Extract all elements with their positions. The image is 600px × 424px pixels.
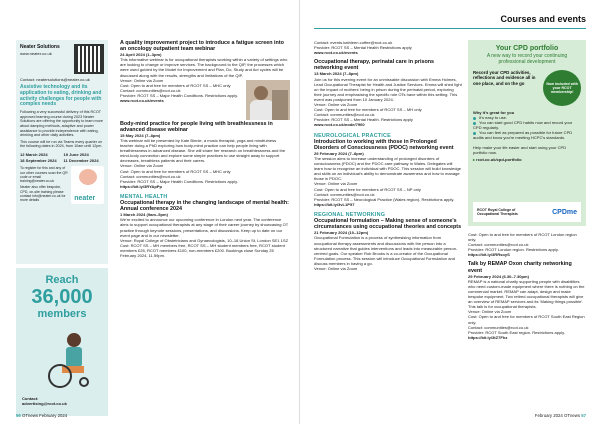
wheelchair-illustration	[32, 330, 102, 388]
event-date: 29 February 2024 (7–8pm)	[314, 150, 364, 156]
cpd-title: Your CPD portfolio	[495, 45, 559, 52]
cpd-badge	[543, 70, 581, 106]
page-number: 57	[581, 413, 586, 418]
top-contact: Contact: events.kathleen.coffee@rcot.co.uk	[314, 40, 393, 45]
top-provider: Provider: RCOT SS – Mental Health Restrictions apply	[314, 45, 412, 51]
event-contact: Contact: communities@rcot.co.uk	[314, 112, 375, 118]
section-neurological: NEUROLOGICAL PRACTICE	[314, 132, 391, 139]
event-contact: Contact: communities@rcot.co.uk	[120, 87, 181, 93]
right-events-column	[314, 40, 462, 410]
event-body-mind	[120, 121, 290, 189]
event-provider: Provider: RCOT SS – Major Health Conditions. Restrictions apply.	[120, 92, 238, 98]
cpd-help: Help make your life easier and start using your CPD portfolio now.	[473, 144, 567, 155]
event-cost: Cost: Open to and free for members of RCOT SS – NP only	[314, 186, 421, 192]
event-link[interactable]: www.rcot.co.uk/node/7960	[314, 122, 365, 128]
cpd-why: Why it's great for you	[473, 110, 515, 115]
cpdme-logo: CPDme	[552, 208, 577, 216]
event-provider: Provider: RCOT South East region. Restrictions apply.	[468, 329, 566, 335]
left-footer	[16, 413, 67, 418]
event-link[interactable]: https://bit.ly/3vL1P57	[314, 201, 355, 207]
event-title: Talk by REMAP Oxon charity networking event	[468, 261, 572, 274]
top-link[interactable]: www.rcot.co.uk/events	[314, 50, 358, 56]
event-body: This webinar will be presented by Kate Binnie, a music therapist, yoga and mindfulness teacher doing a PhD exploring how body-mind practice can help people living with breathlessness in advanced disease. She will share her research on breathlessness and the mind-body connection and explore some simple practices to use straight away to support decreases, breathless patients and their carers.	[120, 137, 286, 164]
sidebar-url[interactable]: www.neater.co.uk	[20, 51, 52, 56]
event-venue: Venue: Online via Zoom	[314, 102, 358, 108]
date-4: 11 December 2024	[63, 158, 99, 164]
event-venue: Venue: Online via Zoom	[120, 77, 164, 83]
cpd-subtitle: A new way to record your continuing professional development	[486, 53, 568, 65]
event-body: REMAP is a national charity supporting people with disabilities who need custom-made equipment where there is nothing on the commercial market. REMAP can adapt, design and make bespoke equipment. Two retired occupational therapists will give an overview of REMAP services and its 'Making things possible'. This talk is for occupational therapists.	[468, 278, 585, 310]
ad-contact-email[interactable]: advertising@rcot.co.uk	[22, 401, 67, 407]
event-contact: Contact: communities@rcot.co.uk	[120, 173, 181, 179]
footer-issue: February 2024 OTnews	[534, 413, 581, 418]
bullet-dot	[473, 132, 476, 135]
sidebar-heading: Assistive technology and its application to eating, drinking and activity challenges for people with complex needs	[20, 84, 102, 108]
right-side-column	[468, 40, 586, 410]
sidebar-contact: Contact: neatersolutions@neater.co.uk	[20, 77, 90, 82]
cpd-lead: Record your CPD activities, reflections and evidence all in one place, and on the go	[473, 70, 536, 86]
cpd-portfolio-box	[468, 40, 586, 226]
section-regional: REGIONAL NETWORKING	[314, 211, 386, 218]
footer-issue: OTnews February 2024	[21, 413, 68, 418]
event-body: The session aims to increase understanding of prolonged disorders of consciousness (PDOC) and the PDOC care pathway in Wales. Delegates will learn how to recognise an individual with PDOC. This session will build knowledge and skills on an individual's ability to demonstrate awareness and how to manage those in PDOC.	[314, 155, 462, 182]
event-date: 21 February 2024 (10–12pm)	[314, 230, 369, 236]
event-date: 29 February 2024 (6.30–7.30pm)	[468, 273, 529, 279]
sidebar-other: Neater also offer bespoke, CPD, on-site training please contact info@neater.co.uk for more details	[20, 185, 66, 203]
event-contact: Contact: communities@rcot.co.uk	[468, 324, 529, 330]
reach-members: members	[37, 308, 87, 320]
page-number: 56	[16, 413, 21, 418]
event-cost: Cost: Open to and free for members of RCOT SS – MHC only	[120, 82, 231, 88]
event-venue: Venue: Online via Zoom	[120, 163, 164, 169]
reach-number: 36,000	[31, 286, 93, 308]
ad-contact-label: Contact:	[22, 396, 39, 401]
cont-link[interactable]: https://bit.ly/3RRsoyS	[468, 252, 510, 258]
event-date: 24 April 2024 (1–3pm)	[120, 52, 162, 58]
bullet-text: You can start good CPD habits now and record your CPD regularly.	[473, 120, 573, 131]
event-fatigue-screen	[120, 40, 290, 103]
event-contact: Contact: communities@rcot.co.uk	[314, 191, 375, 197]
cpd-badge-text: Now included with your RCOT membership!	[546, 81, 578, 95]
event-title: Occupational formulation – Making sense of someone's circumstances using occupational theories and concepts	[314, 218, 462, 231]
event-venue: Venue: Online via Zoom	[314, 181, 358, 187]
right-page	[300, 0, 600, 424]
event-cost: Cost: Open to and free for members of RCOT South East Region only.	[468, 314, 585, 325]
event-body: Join us for this evening event for an unmissable discussion with Emma Holmes, Lead Occupational Therapist for Health and Justice Services. Emma will shed light on the impact of mothers' being in prison during the perinatal period, exploring their journey and emphasising the specific role OTs have within this setting. This event was postponed from 10 January 2024.	[314, 76, 462, 102]
cpd-bullet-2	[473, 120, 581, 130]
left-events-column	[120, 40, 290, 410]
bullet-dot	[473, 117, 476, 120]
reach-advert	[16, 268, 108, 416]
event-link[interactable]: www.rcot.co.uk/events	[120, 98, 164, 104]
event-date: 15 May 2024 (7–8pm)	[120, 132, 161, 138]
date-3: 18 September 2024	[20, 158, 57, 164]
section-mental-health: MENTAL HEALTH	[120, 193, 168, 200]
event-link[interactable]: https://bit.ly/3tZ7Fhz	[468, 334, 508, 340]
event-occupational-formulation	[314, 218, 462, 271]
cpd-link[interactable]	[473, 157, 581, 162]
event-cost: Cost: Open to and free for members of RCOT SS – MHC only	[120, 168, 231, 174]
event-venue: Venue: Royal College of Obstetricians and Gynaecologists, 10–18 Union St, London SE1 1SZ	[120, 237, 289, 243]
cont-contact: Contact: communities@rcot.co.uk	[468, 242, 529, 248]
event-body: This informative webinar is for occupational therapists working within a variety of settings who are looking to change or improve services. The background to the QIP, the processes which were used guided by the Model for Improvement and Plan, Do, Study and Act cycles will be discussed along with the results, strengths and limitations of the QIP.	[120, 57, 288, 78]
rcot-logo: RCOT Royal College of Occupational Therapists	[477, 208, 518, 216]
neater-logo-image	[71, 166, 104, 204]
reach-word: Reach	[45, 274, 79, 286]
right-footer	[535, 413, 586, 418]
sidebar-register: To register for this and any of our other courses scan the QR code or email training@neater.co.uk	[20, 166, 68, 184]
event-body: We're excited to announce our upcoming conference in London next year. The conference aims to support occupational therapists at any stage of their career journey by showcasing OT practice through keynote sessions, presentations, and discussions. Keep up to date on our event page and in our newsletter.	[120, 217, 289, 238]
neater-sidebar	[16, 40, 108, 264]
bullet-text: You can feel as prepared as possible for future CPD audits and know you're meeting HCPC's standards.	[473, 130, 573, 141]
event-cost: Cost: RCOT SS – MH members free, RCOT SS – MH student members free, RCOT student members £25, RCOT members £100, non-members £200. Bookings close Sunday 25 February 2024, 11.59pm.	[120, 242, 285, 259]
event-venue: Venue: Online via Zoom	[468, 309, 512, 315]
event-mh-conference	[120, 200, 290, 258]
bullet-dot	[473, 122, 476, 125]
sidebar-dates	[20, 152, 104, 163]
event-cost: Cost: Open to and free for members of RCOT SS – MH only	[314, 107, 422, 113]
event-date: 13 March 2024 (7–8pm)	[314, 71, 359, 77]
bullet-text: It's easy to use.	[479, 115, 507, 121]
sidebar-title: Neater Solutions	[20, 44, 60, 50]
section-header: Courses and events	[500, 14, 586, 24]
event-title: A quality improvement project to introduce a fatigue screen into an oncology outpatient team webinar	[120, 40, 284, 53]
event-provider: Provider: RCOT SS – Neurological Practice (Wales region). Restrictions apply.	[314, 196, 455, 202]
event-title: Introduction to working with those in Prolonged Disorders of Consciousness (PDOC) networking event	[314, 138, 454, 151]
cont-cost: Cost: Open to and free for members of RCOT London region only.	[468, 232, 577, 243]
event-link[interactable]: https://bit.ly/3RYApPp	[120, 183, 162, 189]
event-remap	[468, 261, 586, 339]
cpd-bullet-3	[473, 130, 581, 140]
event-venue: Venue: Online via Zoom	[314, 265, 358, 271]
sidebar-body-2: This course will be run via Teams every quarter on the following dates in 2024, from 10am until 12pm.	[20, 139, 103, 149]
event-title: Occupational therapy, perinatal care in prisons networking event	[314, 59, 435, 72]
event-perinatal	[314, 59, 462, 127]
link-arrow-icon: ▸	[473, 156, 477, 162]
neater-logo: neater	[74, 195, 96, 203]
event-date: 1 March 2024 (9am–5pm)	[120, 212, 168, 218]
sidebar-body: Following a very successful delivery of this RCOT approved learning course during 2023 Neater Solutions are offering the opportunity to learn more about damping methods, adaptive and power assistance to provide independence with eating, drinking and other daily activities.	[20, 110, 103, 138]
event-title: Occupational therapy in the changing landscape of mental health: Annual conference 2024	[120, 200, 289, 213]
date-1: 12 March 2024	[20, 152, 48, 158]
event-title: Body-mind practice for people living with breathlessness in advanced disease webinar	[120, 120, 273, 133]
event-provider: Provider: RCOT SS – Major Health Conditions. Restrictions apply.	[120, 178, 238, 184]
oncology-photo	[246, 80, 290, 120]
date-2: 19 June 2024	[63, 152, 89, 158]
event-provider: Provider: RCOT SS – Mental Health. Restrictions apply	[314, 117, 413, 123]
event-body: Occupational Formulation is a process of synthesising information from occupational therapy assessments and discussions with the person into a structured narrative that guides interventions and leads into measurable person-centred goals. Our speaker Rob Brooks is a co-creator of the Occupational Formulation process. This session will introduce Occupational Formulation and discuss members in having a go.	[314, 235, 458, 266]
cpd-link-text: rcot.co.uk/cpd-portfolio	[476, 156, 522, 162]
qr-code-icon[interactable]	[74, 44, 104, 74]
cont-provider: Provider: RCOT London region. Restrictions apply.	[468, 247, 559, 253]
event-pdoc	[314, 139, 462, 207]
